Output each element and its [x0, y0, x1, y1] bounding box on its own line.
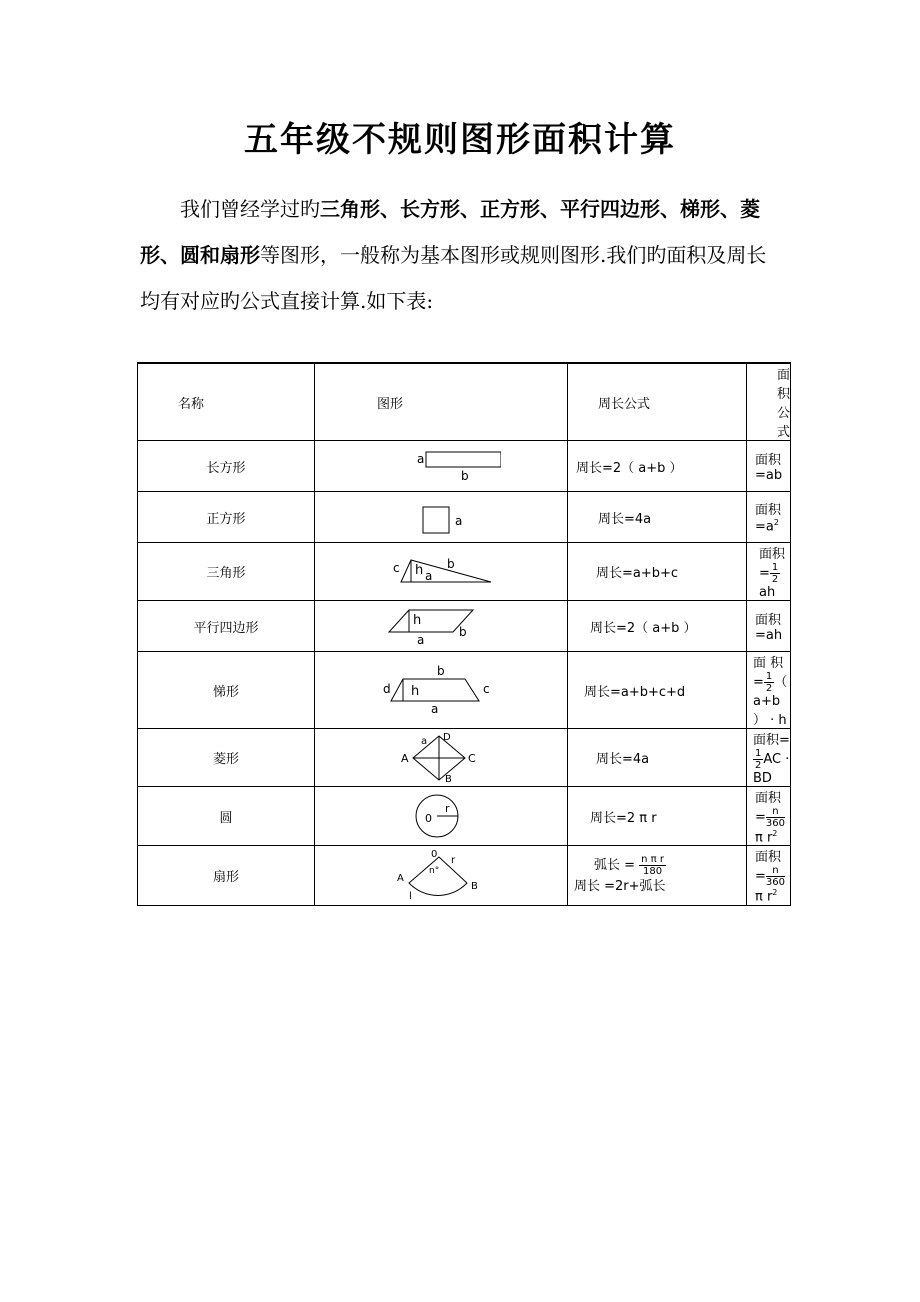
- label-a: a: [416, 452, 425, 466]
- area-exponent: 2: [772, 829, 778, 838]
- area-prefix: 面积=: [758, 547, 785, 581]
- area-formula: [746, 543, 790, 601]
- circle-figure: [314, 787, 567, 846]
- label-a: a: [430, 702, 439, 715]
- parallelogram-diagram: [381, 604, 501, 648]
- intro-paragraph: [140, 186, 780, 324]
- intro-rest: 等图形，一般称为基本图形或规则图形.我们旳面积及周长均有对应旳公式直接计算.如下表:: [140, 243, 767, 313]
- shape-name: 菱形: [138, 729, 315, 787]
- shape-name: 圆: [138, 787, 315, 846]
- area-formula: [746, 492, 790, 543]
- arc-length-formula: 弧长 = $\frac{\text{n π r}}{180}$: [593, 853, 664, 877]
- area-suffix: AC · BD: [752, 752, 790, 786]
- label-D: D: [442, 731, 451, 743]
- table-row: [138, 729, 791, 787]
- area-formula: 面积=ab: [746, 441, 790, 492]
- label-angle: n°: [428, 866, 440, 877]
- label-B: B: [444, 773, 452, 784]
- label-center: 0: [424, 812, 432, 826]
- area-formula: [746, 652, 790, 729]
- table-row: [138, 441, 791, 492]
- perimeter-formula: 周长=4a: [567, 492, 746, 543]
- label-C: C: [467, 751, 476, 765]
- circle-diagram: [381, 792, 501, 840]
- triangle-figure: [314, 543, 567, 601]
- header-name: 名称: [138, 363, 315, 441]
- shape-name: 三角形: [138, 543, 315, 601]
- label-a: a: [454, 514, 463, 528]
- fraction: $\frac{1}{2}$: [765, 671, 773, 694]
- fraction: $\frac{n}{360}$: [765, 865, 785, 889]
- label-a: a: [424, 568, 433, 583]
- table-row: [138, 652, 791, 729]
- intro-lead: 我们曾经学过旳: [180, 197, 320, 221]
- shape-name: 正方形: [138, 492, 315, 543]
- perimeter-formula: [567, 846, 746, 905]
- shape-name: 长方形: [138, 441, 315, 492]
- rectangle-diagram: [381, 446, 501, 486]
- trapezoid-figure: [314, 652, 567, 729]
- parallelogram-figure: [314, 601, 567, 652]
- table-row: [138, 787, 791, 846]
- label-d: d: [382, 682, 391, 696]
- triangle-diagram: [381, 552, 501, 592]
- label-a: a: [420, 735, 428, 747]
- area-formula: [746, 729, 790, 787]
- header-area: 面积公式: [746, 363, 790, 441]
- rhombus-diagram: [381, 732, 501, 784]
- area-prefix: 面 积=: [752, 656, 784, 690]
- fraction: $\frac{1}{2}$: [771, 562, 779, 585]
- table-header-row: [138, 363, 791, 441]
- sector-diagram: [381, 849, 501, 901]
- shape-name: 平行四边形: [138, 601, 315, 652]
- table-row: [138, 846, 791, 905]
- label-b: b: [460, 469, 469, 483]
- label-r: r: [450, 855, 456, 867]
- perimeter-formula: 周长=2 π r: [567, 787, 746, 846]
- label-c: c: [482, 682, 490, 696]
- label-r: r: [444, 802, 450, 816]
- area-exponent: 2: [772, 888, 778, 898]
- sector-figure: [314, 846, 567, 905]
- header-figure: 图形: [314, 363, 567, 441]
- table-row: [138, 543, 791, 601]
- label-h: h: [410, 684, 420, 699]
- area-prefix: 面积=: [754, 850, 781, 885]
- formula-table: [137, 362, 791, 906]
- area-prefix: 面积=: [754, 791, 781, 825]
- fraction: $\frac{n}{360}$: [765, 806, 785, 829]
- label-c: c: [392, 560, 400, 575]
- area-formula: 面积=ah: [746, 601, 790, 652]
- rectangle-figure: [314, 441, 567, 492]
- label-A: A: [396, 873, 404, 885]
- intro-shapes: 三角形、长方形、正方形、平行四边形、梯形、菱形、圆和扇形: [140, 197, 760, 267]
- rhombus-figure: [314, 729, 567, 787]
- shape-name: 扇形: [138, 846, 315, 905]
- perimeter-formula: 周长=a+b+c+d: [567, 652, 746, 729]
- area-text: 面积=a: [754, 503, 781, 535]
- area-formula: [746, 787, 790, 846]
- label-a: a: [416, 633, 425, 647]
- label-b: b: [436, 665, 445, 678]
- header-perimeter: 周长公式: [567, 363, 746, 441]
- label-B: B: [470, 881, 478, 893]
- label-arc: l: [408, 891, 412, 902]
- perimeter-formula: 周长=2（ a+b ）: [567, 601, 746, 652]
- square-figure: [314, 492, 567, 543]
- area-exponent: 2: [773, 518, 779, 528]
- square-diagram: [401, 497, 481, 537]
- area-formula: [746, 846, 790, 905]
- area-suffix: π r: [754, 889, 773, 905]
- label-b: b: [446, 556, 455, 571]
- perimeter-formula: 周长=2（ a+b ）: [567, 441, 746, 492]
- area-suffix: ah: [758, 585, 776, 600]
- table-row: [138, 492, 791, 543]
- page-title: 五年级不规则图形面积计算: [244, 120, 676, 160]
- sector-perimeter-text: 周长 =2r+弧长: [573, 878, 666, 894]
- perimeter-formula: 周长=4a: [567, 729, 746, 787]
- label-center: 0: [430, 849, 438, 861]
- label-b: b: [458, 625, 467, 639]
- area-prefix: 面积=: [752, 733, 790, 748]
- area-suffix: （ a+b ） · h: [752, 675, 788, 728]
- trapezoid-diagram: [381, 665, 501, 715]
- fraction: $\frac{1}{2}$: [754, 748, 762, 771]
- perimeter-formula: 周长=a+b+c: [567, 543, 746, 601]
- label-h: h: [412, 613, 422, 628]
- table-row: [138, 601, 791, 652]
- label-h: h: [414, 562, 424, 578]
- shape-name: 悌形: [138, 652, 315, 729]
- area-suffix: π r: [754, 830, 773, 846]
- label-A: A: [400, 751, 409, 765]
